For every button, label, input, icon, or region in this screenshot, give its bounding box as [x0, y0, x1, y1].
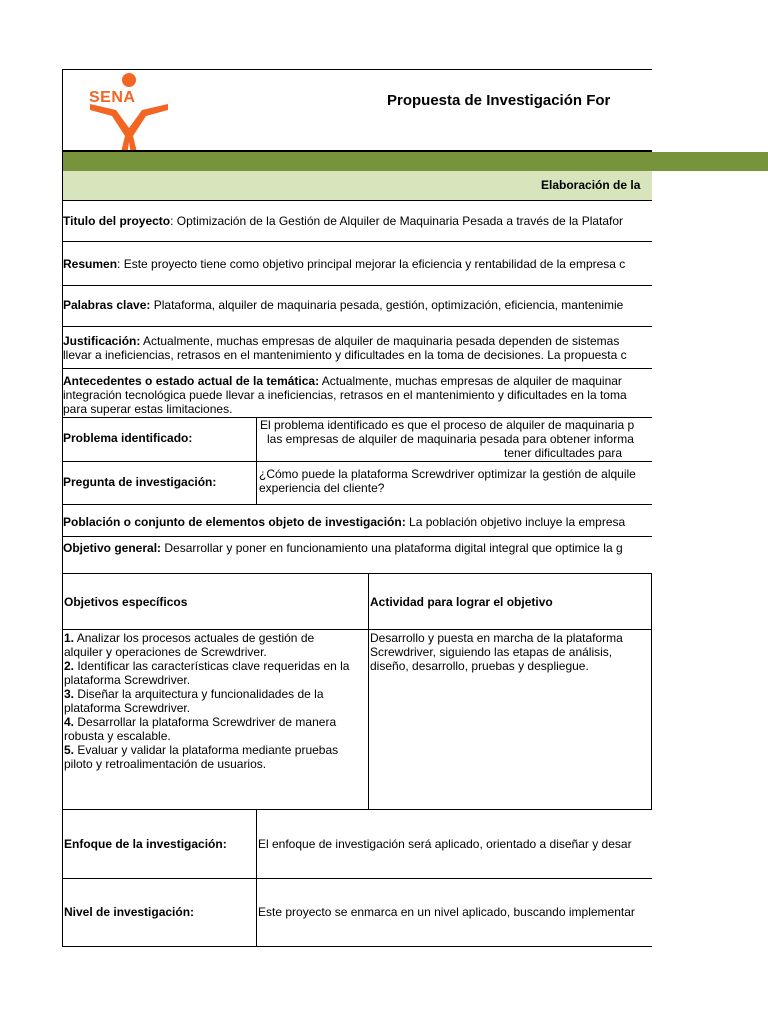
objetivo-general-text: Desarrollar y poner en funcionamiento una plataforma digital integral que optimice la g [161, 541, 623, 555]
problema-line2: las empresas de alquiler de maquinaria pesada para obtener informa [267, 432, 634, 446]
palabras-label: Palabras clave: [63, 298, 151, 312]
row-divider [62, 200, 652, 201]
objetivo-line: Desarrollar la plataforma Screwdriver de manera [74, 715, 337, 729]
objetivo-line: Diseñar la arquitectura y funcionalidades de la [74, 687, 324, 701]
pregunta-label [63, 475, 255, 491]
objetivos-header-right [370, 595, 650, 611]
nivel-label [64, 905, 254, 921]
row-divider [62, 504, 652, 505]
column-divider [651, 573, 652, 809]
band-light-gap [652, 171, 768, 200]
nivel-text-line: Este proyecto se enmarca en un nivel aplicado, buscando implementar [258, 905, 635, 919]
objetivo-num: 1. [64, 631, 75, 645]
row-divider [62, 629, 652, 630]
column-divider [368, 573, 369, 809]
nivel-label-text: Nivel de investigación: [64, 905, 195, 919]
enfoque-text [258, 837, 651, 853]
objetivos-header-left-text: Objetivos específicos [64, 595, 188, 609]
problema-text [257, 418, 651, 461]
row-divider [62, 946, 652, 947]
objetivo-num: 3. [64, 687, 75, 701]
titulo-label: Titulo del proyecto [63, 214, 171, 228]
objetivo-item [64, 631, 366, 659]
objetivo-line: alquiler y operaciones de Screwdriver. [64, 645, 267, 659]
enfoque-label-text: Enfoque de la investigación: [64, 837, 227, 851]
sena-logo [86, 70, 176, 158]
antecedentes-line2: integración tecnológica puede llevar a ineficiencias, retrasos en el mantenimiento y dificultades en la toma [63, 388, 627, 402]
actividad-line: diseño, desarrollo, pruebas y despliegue. [370, 659, 589, 673]
objetivo-item [64, 659, 366, 687]
objetivo-line: plataforma Screwdriver. [64, 701, 191, 715]
problema-line3: tener dificultades para [504, 446, 623, 460]
resumen-text: : Este proyecto tiene como objetivo principal mejorar la eficiencia y rentabilidad de la empresa c [117, 257, 626, 271]
row-divider [62, 326, 652, 327]
objetivos-list [64, 631, 366, 807]
justificacion-line1: Actualmente, muchas empresas de alquiler de maquinaria pesada dependen de sistemas [140, 334, 620, 348]
row-divider [62, 536, 652, 537]
enfoque-text-line: El enfoque de investigación será aplicado, orientado a diseñar y desar [258, 837, 632, 851]
row-resumen [62, 257, 651, 273]
row-titulo [62, 214, 651, 230]
objetivo-num: 5. [64, 743, 75, 757]
objetivo-line: robusta y escalable. [64, 729, 171, 743]
resumen-label: Resumen [63, 257, 118, 271]
objetivo-num: 4. [64, 715, 75, 729]
row-divider [62, 241, 652, 242]
actividad-line: Desarrollo y puesta en marcha de la plataforma [370, 631, 623, 645]
row-justificacion [62, 334, 651, 364]
antecedentes-line3: para superar estas limitaciones. [63, 402, 233, 416]
problema-label-text: Problema identificado: [63, 431, 193, 445]
row-divider [62, 461, 652, 462]
row-palabras-clave [62, 298, 651, 314]
objetivos-header-left [64, 595, 364, 611]
row-poblacion [62, 515, 651, 531]
palabras-text: Plataforma, alquiler de maquinaria pesada, gestión, optimización, eficiencia, mantenimie [150, 298, 624, 312]
row-divider [62, 809, 652, 810]
logo-text: SENA [89, 89, 136, 106]
antecedentes-label: Antecedentes o estado actual de la temática: [63, 374, 320, 388]
enfoque-label [64, 837, 254, 853]
antecedentes-line1: Actualmente, muchas empresas de alquiler de maquinar [319, 374, 622, 388]
problema-label [63, 431, 255, 447]
problema-line1: El problema identificado es que el proceso de alquiler de maquinaria p [260, 418, 635, 432]
objetivo-line: Analizar los procesos actuales de gestión de [74, 631, 315, 645]
row-divider [62, 573, 652, 574]
row-divider [62, 878, 652, 879]
row-divider [62, 368, 652, 369]
titulo-text: : Optimización de la Gestión de Alquiler de Maquinaria Pesada a través de la Platafor [170, 214, 624, 228]
objetivo-line: Identificar las características clave requeridas en la [74, 659, 350, 673]
pregunta-line1: ¿Cómo puede la plataforma Screwdriver optimizar la gestión de alquile [259, 467, 636, 481]
sena-logo-graphic [86, 70, 176, 158]
objetivo-item [64, 687, 366, 715]
nivel-text [258, 905, 651, 921]
row-divider [62, 285, 652, 286]
objetivo-line: piloto y retroalimentación de usuarios. [64, 757, 267, 771]
objetivo-item [64, 715, 366, 743]
page-title: Propuesta de Investigación For [387, 92, 611, 109]
objetivo-item [64, 743, 366, 771]
justificacion-label: Justificación: [63, 334, 141, 348]
objetivo-line: plataforma Screwdriver. [64, 673, 191, 687]
objetivo-general-label: Objetivo general: [63, 541, 162, 555]
pregunta-text [257, 467, 651, 497]
row-antecedentes [62, 374, 651, 418]
objetivo-line: Evaluar y validar la plataforma mediante pruebas [74, 743, 339, 757]
actividad-text [370, 631, 650, 691]
pregunta-label-text: Pregunta de investigación: [63, 475, 217, 489]
actividad-line: Screwdriver, siguiendo las etapas de análisis, [370, 645, 613, 659]
poblacion-text: La población objetivo incluye la empresa [405, 515, 626, 529]
row-objetivo-general [62, 541, 651, 557]
justificacion-line2: llevar a ineficiencias, retrasos en el mantenimiento y dificultades en la toma de decisiones. La propuesta c [63, 348, 627, 362]
poblacion-label: Población o conjunto de elementos objeto de investigación: [63, 515, 406, 529]
objetivo-num: 2. [64, 659, 75, 673]
green-band-dark [63, 152, 768, 171]
column-divider [256, 809, 257, 946]
pregunta-line2: experiencia del cliente? [259, 481, 385, 495]
objetivos-header-right-text: Actividad para lograr el objetivo [370, 595, 553, 609]
band-subtitle: Elaboración de la [541, 178, 641, 192]
